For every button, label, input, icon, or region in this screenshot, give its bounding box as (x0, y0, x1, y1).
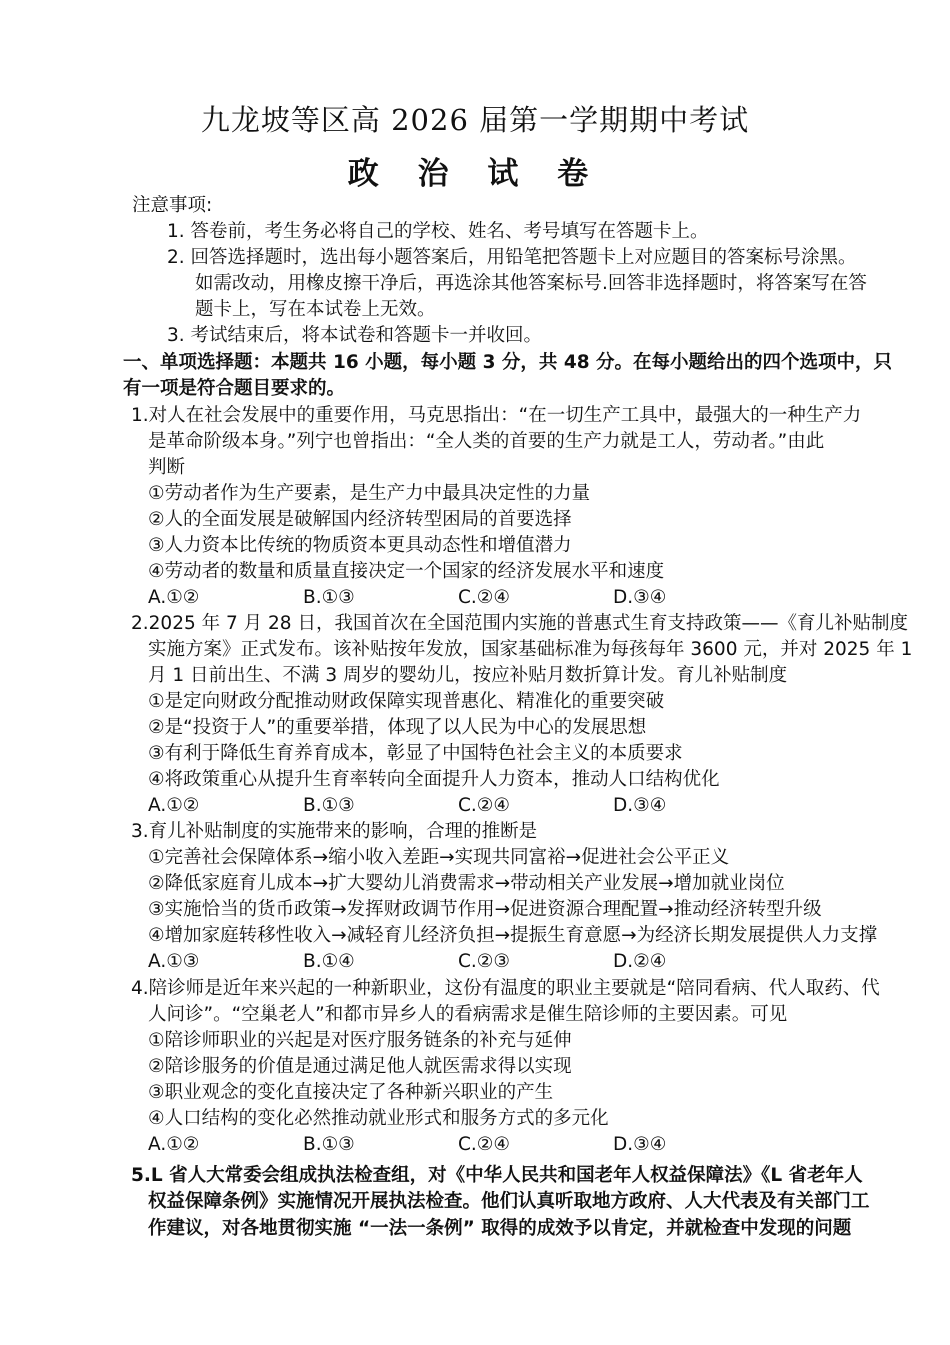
statement: ①完善社会保障体系→缩小收入差距→实现共同富裕→促进社会公平正义 (148, 847, 730, 868)
statement: ④人口结构的变化必然推动就业形式和服务方式的多元化 (148, 1108, 609, 1129)
statement: ①是定向财政分配推动财政保障实现普惠化、精准化的重要突破 (148, 691, 665, 712)
question-stem: 1.对人在社会发展中的重要作用，马克思指出：“在一切生产工具中，最强大的一种生产力 (131, 405, 862, 426)
option-b: B.①③ (303, 795, 355, 816)
option-d: D.③④ (613, 587, 667, 608)
option-a: A.①③ (148, 951, 200, 972)
question-stem: 3.育儿补贴制度的实施带来的影响，合理的推断是 (131, 821, 538, 842)
statement: ③实施恰当的货币政策→发挥财政调节作用→促进资源合理配置→推动经济转型升级 (148, 899, 822, 920)
statement: ④劳动者的数量和质量直接决定一个国家的经济发展水平和速度 (148, 561, 665, 582)
notice-heading: 注意事项: (132, 195, 213, 216)
notice-item: 1. 答卷前，考生务必将自己的学校、姓名、考号填写在答题卡上。 (167, 221, 709, 242)
question-stem: 权益保障条例》实施情况开展执法检查。他们认真听取地方政府、人大代表及有关部门工 (148, 1191, 870, 1212)
exam-title: 九龙坡等区高 2026 届第一学期期中考试 (200, 103, 750, 137)
question-stem: 作建议，对各地贯彻实施 “一法一条例” 取得的成效予以肯定，并就检查中发现的问题 (148, 1218, 852, 1239)
option-d: D.②④ (613, 951, 667, 972)
option-row (148, 1132, 848, 1158)
statement: ③有利于降低生育养育成本，彰显了中国特色社会主义的本质要求 (148, 743, 683, 764)
statement: ①陪诊师职业的兴起是对医疗服务链条的补充与延伸 (148, 1030, 572, 1051)
option-b: B.①③ (303, 1134, 355, 1155)
statement: ③职业观念的变化直接决定了各种新兴职业的产生 (148, 1082, 554, 1103)
option-c: C.②④ (458, 795, 510, 816)
question-stem: 判断 (148, 457, 186, 478)
option-b: B.①③ (303, 587, 355, 608)
statement: ④增加家庭转移性收入→减轻育儿经济负担→提振生育意愿→为经济长期发展提供人力支撑 (148, 925, 878, 946)
option-c: C.②④ (458, 1134, 510, 1155)
statement: ④将政策重心从提升生育率转向全面提升人力资本，推动人口结构优化 (148, 769, 720, 790)
option-d: D.③④ (613, 795, 667, 816)
option-a: A.①② (148, 587, 200, 608)
notice-item: 题卡上，写在本试卷上无效。 (195, 299, 436, 320)
option-d: D.③④ (613, 1134, 667, 1155)
option-a: A.①② (148, 795, 200, 816)
question-stem: 5.L 省人大常委会组成执法检查组，对《中华人民共和国老年人权益保障法》《L 省老年人 (131, 1165, 863, 1186)
question-stem: 实施方案》正式发布。该补贴按年发放，国家基础标准为每孩每年 3600 元，并对 2025 年 1 (148, 639, 913, 660)
question-stem: 4.陪诊师是近年来兴起的一种新职业，这份有温度的职业主要就是“陪同看病、代人取药、代 (131, 978, 880, 999)
statement: ③人力资本比传统的物质资本更具动态性和增值潜力 (148, 535, 572, 556)
section-heading: 一、单项选择题：本题共 16 小题，每小题 3 分，共 48 分。在每小题给出的四个选项中，只 (123, 352, 893, 373)
statement: ②人的全面发展是破解国内经济转型困局的首要选择 (148, 509, 572, 530)
option-row (148, 585, 848, 611)
notice-item: 3. 考试结束后，将本试卷和答题卡一并收回。 (167, 325, 543, 346)
question-stem: 人问诊”。“空巢老人”和都市异乡人的看病需求是催生陪诊师的主要因素。可见 (148, 1004, 788, 1025)
option-c: C.②④ (458, 587, 510, 608)
option-row (148, 949, 848, 975)
question-stem: 月 1 日前出生、不满 3 周岁的婴幼儿，按应补贴月数折算计发。育儿补贴制度 (148, 665, 788, 686)
option-b: B.①④ (303, 951, 355, 972)
statement: ②降低家庭育儿成本→扩大婴幼儿消费需求→带动相关产业发展→增加就业岗位 (148, 873, 785, 894)
option-a: A.①② (148, 1134, 200, 1155)
option-c: C.②③ (458, 951, 510, 972)
notice-item: 如需改动，用橡皮擦干净后，再选涂其他答案标号.回答非选择题时，将答案写在答 (195, 273, 867, 294)
statement: ②陪诊服务的价值是通过满足他人就医需求得以实现 (148, 1056, 572, 1077)
statement: ①劳动者作为生产要素，是生产力中最具决定性的力量 (148, 483, 591, 504)
notice-item: 2. 回答选择题时，选出每小题答案后，用铅笔把答题卡上对应题目的答案标号涂黑。 (167, 247, 857, 268)
section-heading: 有一项是符合题目要求的。 (123, 378, 346, 399)
statement: ②是“投资于人”的重要举措，体现了以人民为中心的发展思想 (148, 717, 647, 738)
option-row (148, 793, 848, 819)
question-stem: 2.2025 年 7 月 28 日，我国首次在全国范围内实施的普惠式生育支持政策——《育儿补贴制度 (131, 613, 908, 634)
question-stem: 是革命阶级本身。”列宁也曾指出：“全人类的首要的生产力就是工人，劳动者。”由此 (148, 431, 825, 452)
exam-subtitle: 政 治 试 卷 (347, 156, 603, 192)
